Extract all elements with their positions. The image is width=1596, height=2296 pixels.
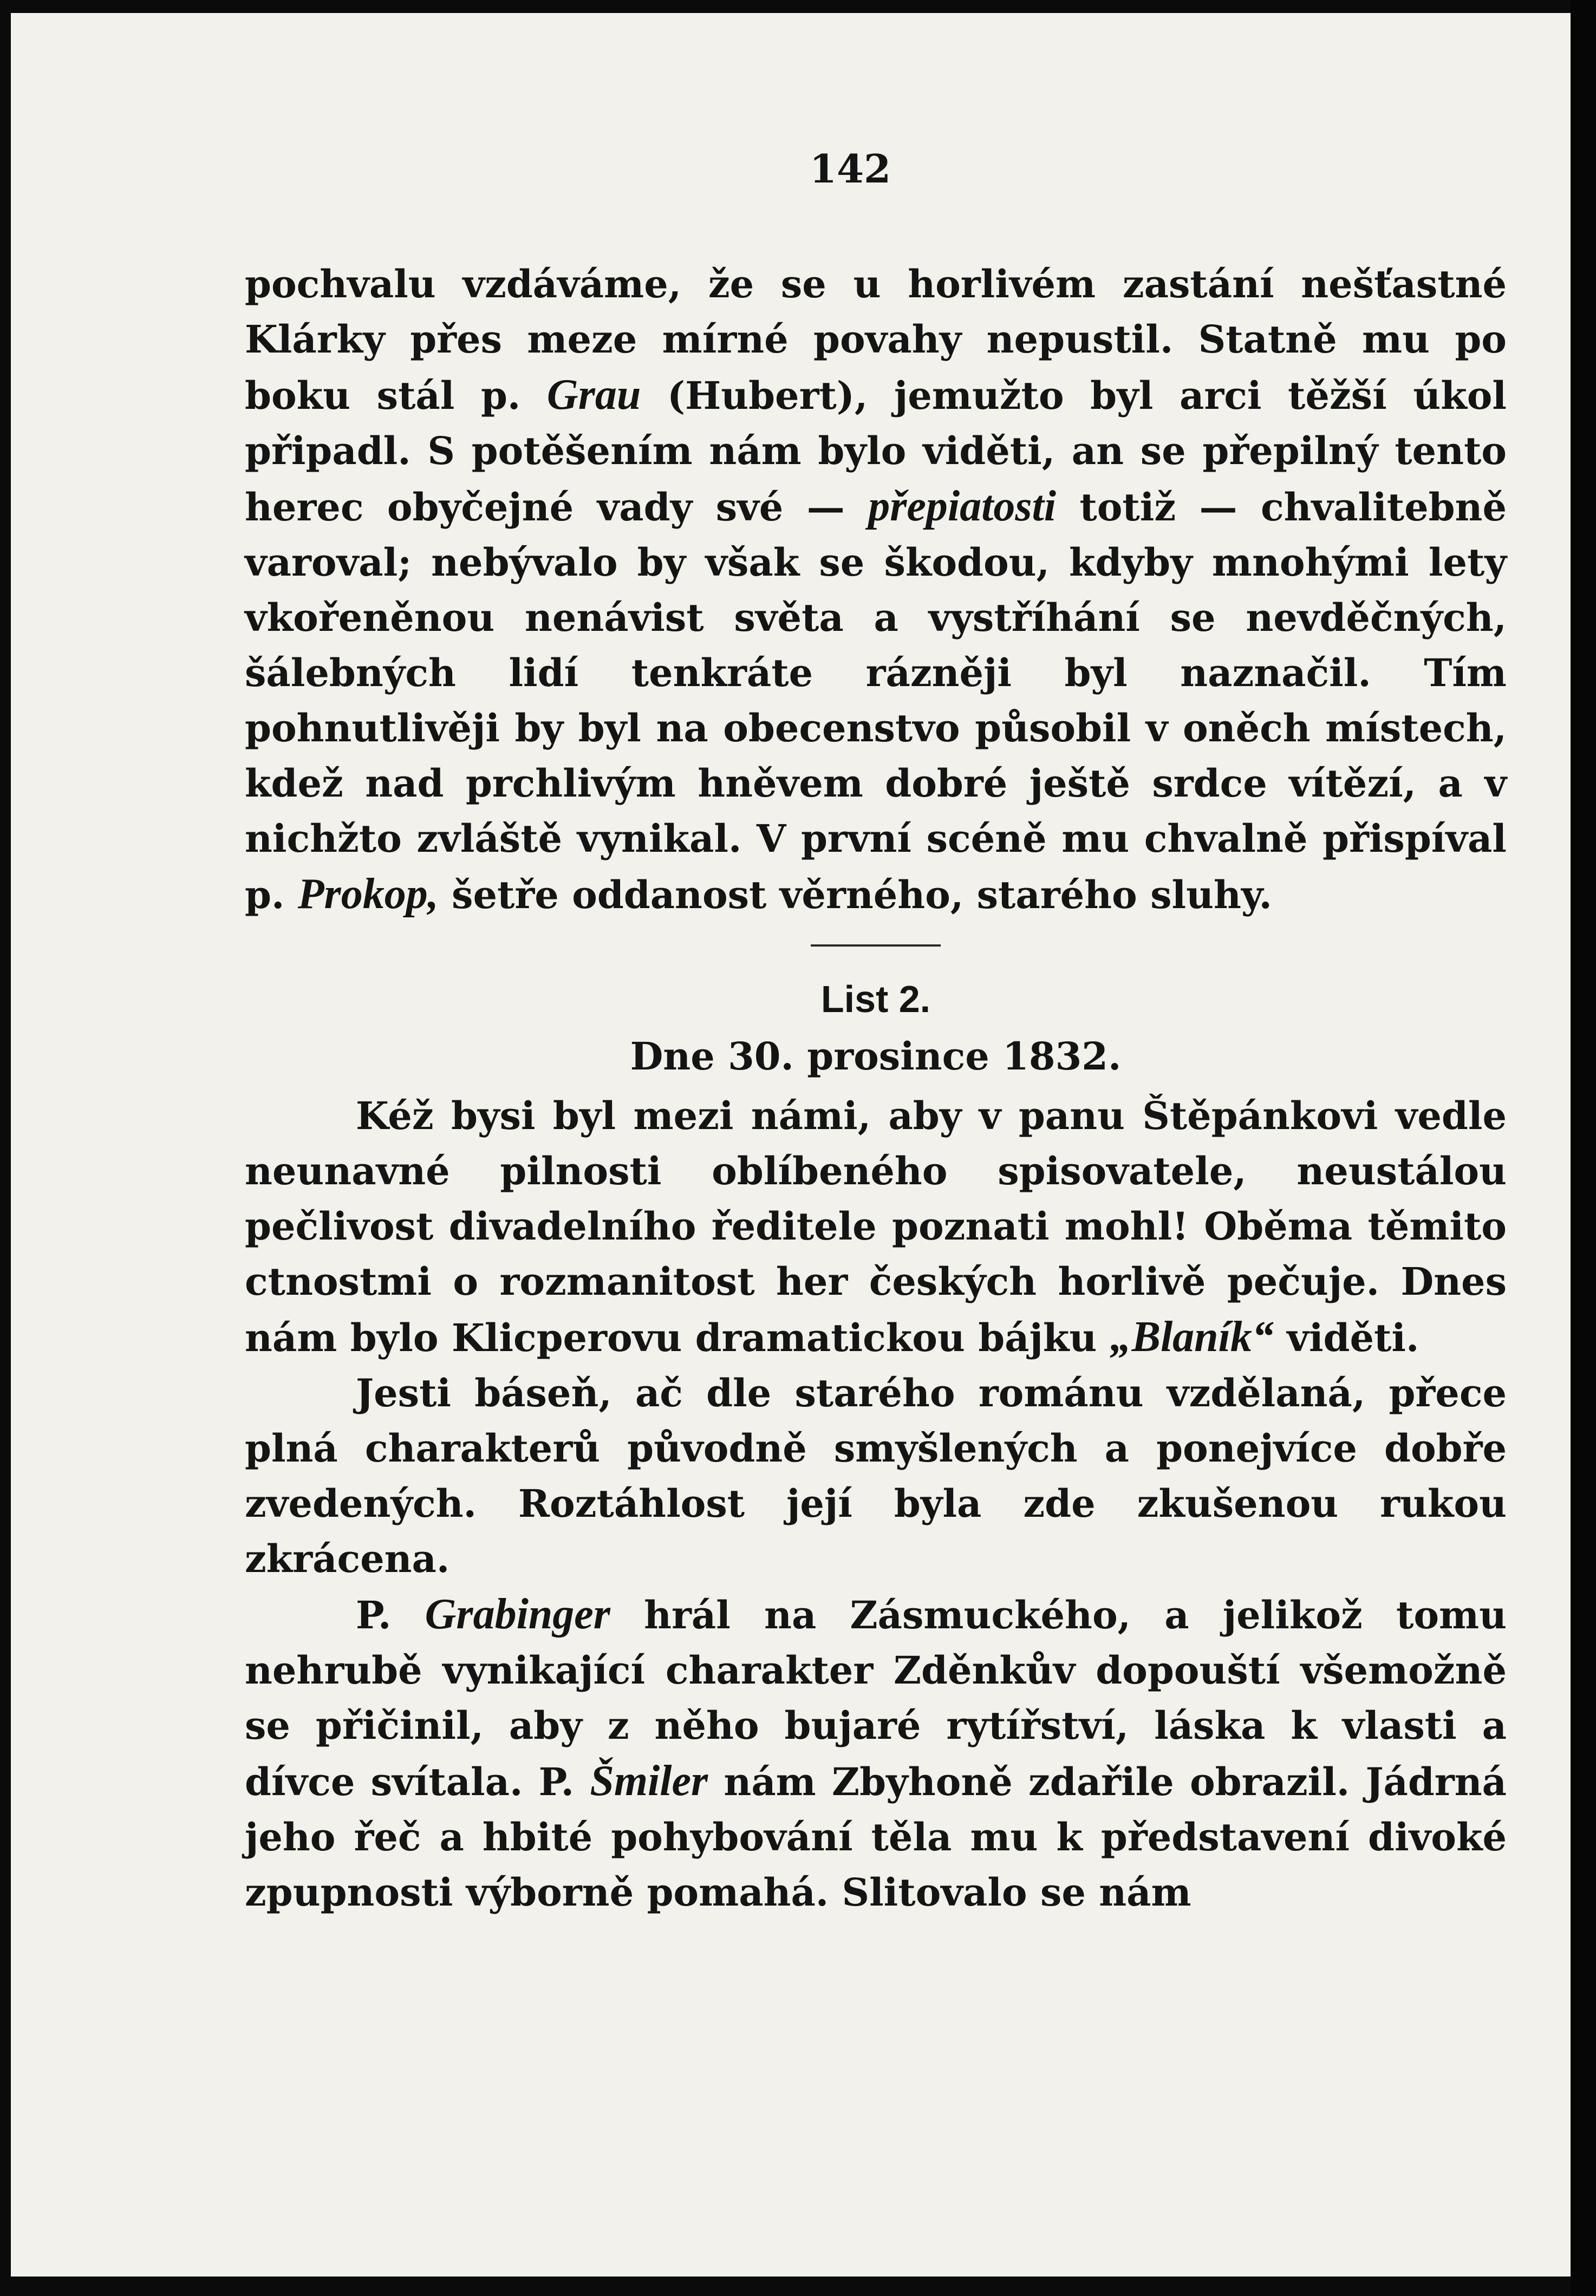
letter-date: Dne 30. prosince 1832.: [630, 1034, 1122, 1079]
text-run: pochvalu vzdáváme, že se u horlivém zastání nešťastné Klárky přes meze mírné povahy nepustil. Statně mu po boku stál p.: [245, 262, 1507, 418]
scan-border: [1571, 0, 1596, 2296]
actor-name-prokop: Prokop,: [297, 870, 439, 918]
letter-paragraph: Jesti báseň, ač dle starého románu vzdělaná, přece plná charakterů původně smyšlených a ponejvíce dobře zvedených. Roztáhlost její byla zde zkušenou rukou zkrácena.: [245, 1371, 1507, 1581]
section-divider: [811, 944, 941, 947]
scanned-page: [11, 13, 1571, 2277]
letter-paragraph: [245, 1088, 1507, 1366]
text-run: (Hubert), jemužto byl arci těžší úkol připadl. S potěšením nám bylo viděti, an se přepilný tento herec obyčejné vady své —: [245, 373, 1507, 530]
play-title: „Blaník“: [1110, 1313, 1274, 1361]
letter-paragraph: [245, 1587, 1507, 1920]
actor-name-smiler: Šmiler: [590, 1757, 708, 1805]
text-run: P.: [356, 1593, 425, 1638]
actor-name-grabinger: Grabinger: [425, 1590, 610, 1638]
continuation-paragraph: [245, 257, 1507, 923]
text-run: nám Zbyhoně zdařile obrazil. Jádrná jeho řeč a hbité pohybování těla mu k představení divoké zpupnosti výborně pomahá. Slitovalo se nám: [245, 1759, 1507, 1915]
text-run: Kéž bysi byl mezi námi, aby v panu Štěpánkovi vedle neunavné pilnosti oblíbeného spisovatele, neustálou pečlivost divadelního ředitele poznati mohl! Oběma těmito ctnostmi o rozmanitost her českých horlivě pečuje. Dnes nám bylo Klicperovu dramatickou bájku: [245, 1093, 1507, 1360]
text-run: totiž — chvalitebně varoval; nebývalo by však se škodou, kdyby mnohými lety vkořeněnou nenávist světa a vystříhání se nevděčných, šálebných lidí tenkráte rázněji byl naznačil. Tím pohnutlivěji by byl na obecenstvo působil v oněch místech, kdež nad prchlivým hněvem dobré ještě srdce vítězí, a v nichžto zvláště vynikal. V první scéně mu chvalně přispíval p.: [245, 485, 1507, 917]
text-run: hrál na Zásmuckého, a jelikož tomu nehrubě vynikající charakter Zděnkův dopouští všemožně se přičinil, aby z něho bujaré rytířství, láska k vlasti a dívce svítala. P.: [245, 1593, 1507, 1804]
letter-heading: List 2.: [820, 978, 931, 1020]
actor-name-grau: Grau: [546, 371, 641, 419]
text-run: viděti.: [1273, 1315, 1419, 1360]
page-number: 142: [809, 146, 891, 192]
page-text: [245, 257, 1507, 1920]
emphasized-term: přepiatosti: [868, 482, 1056, 530]
text-run: šetře oddanost věrného, starého sluhy.: [438, 872, 1272, 917]
